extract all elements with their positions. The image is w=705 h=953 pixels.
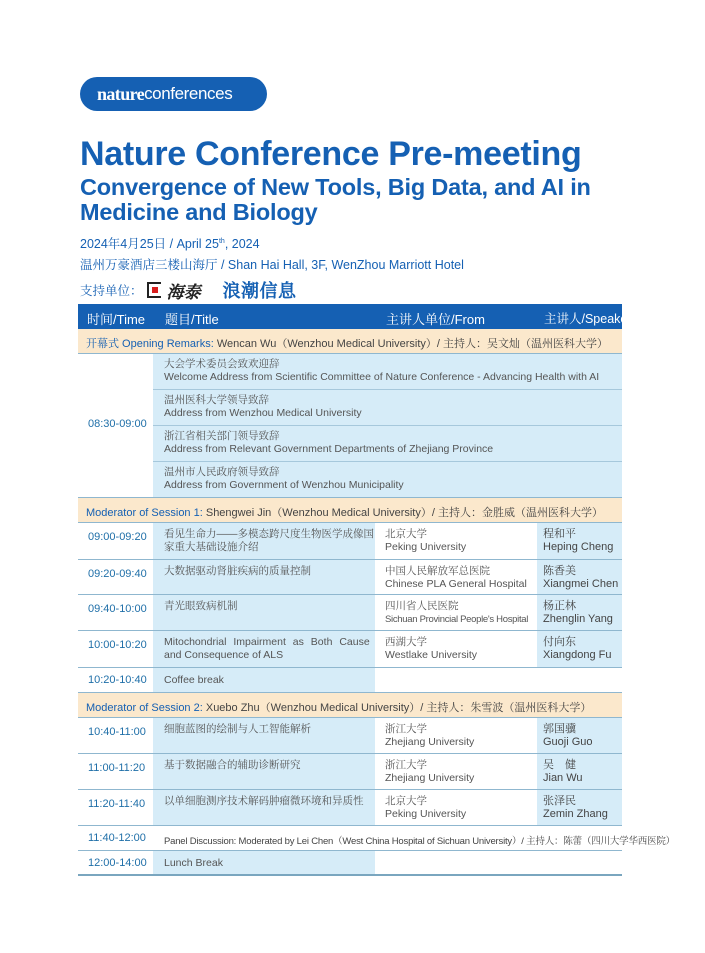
speaker-cn: 付向东	[543, 636, 576, 648]
row-time: 12:00-14:00	[88, 857, 147, 869]
from-cn: 浙江大学	[385, 723, 427, 735]
speaker-cn: 张泽民	[543, 795, 576, 807]
row-time: 10:00-10:20	[88, 639, 147, 651]
session1-text: Shengwei Jin（Wenzhou Medical University）/ 主持人：金胜威（温州医科大学）	[202, 507, 603, 519]
speaker-en: Jian Wu	[543, 772, 583, 784]
from-en: Peking University	[385, 541, 467, 553]
from-cn: 北京大学	[385, 795, 427, 807]
table-row	[78, 790, 622, 826]
from-cn: 中国人民解放军总医院	[385, 565, 490, 577]
sponsor-row	[80, 278, 297, 302]
row-time: 11:00-11:20	[88, 762, 146, 774]
date-suffix: th	[218, 237, 225, 245]
lunch-break-row	[78, 851, 622, 876]
opening-block	[78, 354, 622, 498]
nature-conferences-logo	[80, 77, 267, 111]
page-title: Nature Conference Pre-meeting	[80, 135, 582, 173]
date-main: 2024年4月25日 / April 25	[80, 237, 219, 251]
row-time: 11:20-11:40	[88, 798, 146, 810]
panel-text: Panel Discussion: Moderated by Lei Chen（West China Hospital of Sichuan University）/ 主持人：陈蕾（四川大学华西医院）	[164, 836, 675, 847]
sponsor-label: 支持单位：	[80, 284, 143, 298]
from-en: Zhejiang University	[385, 772, 475, 784]
table-row	[78, 754, 622, 790]
table-row	[78, 560, 622, 595]
session1-label: Moderator of Session 1:	[86, 507, 203, 519]
table-header	[78, 304, 632, 329]
opening-label: 开幕式 Opening Remarks:	[86, 338, 214, 350]
item-cn: 浙江省相关部门领导致辞	[164, 430, 280, 442]
row-title: 基于数据融合的辅助诊断研究	[164, 759, 301, 771]
from-en: Chinese PLA General Hospital	[385, 578, 527, 590]
header-title: 题目/Title	[165, 312, 219, 327]
row-time: 09:20-09:40	[88, 568, 147, 580]
row-title: 青光眼致病机制	[164, 600, 238, 612]
item-en: Address from Government of Wenzhou Municipality	[164, 479, 404, 491]
row-title-cont: 家重大基础设施介绍	[164, 541, 259, 553]
row-time: 10:40-11:00	[88, 726, 146, 738]
row-time: 11:40-12:00	[88, 832, 146, 844]
opening-time: 08:30-09:00	[88, 418, 147, 430]
list-item	[153, 426, 622, 462]
haitai-logo-text: 海泰	[166, 282, 201, 303]
speaker-cn: 吴 健	[543, 759, 576, 771]
list-item	[153, 354, 622, 390]
table-row	[78, 523, 622, 560]
list-item	[153, 462, 622, 498]
item-en: Address from Wenzhou Medical University	[164, 407, 362, 419]
speaker-en: Heping Cheng	[543, 541, 614, 553]
opening-moderator-row	[78, 329, 622, 354]
from-cn: 浙江大学	[385, 759, 427, 771]
item-cn: 大会学术委员会致欢迎辞	[164, 358, 280, 370]
table-row	[78, 718, 622, 754]
haitai-logo-icon	[147, 282, 161, 298]
row-title-cont: and Consequence of ALS	[164, 649, 284, 661]
item-cn: 温州医科大学领导致辞	[164, 394, 269, 406]
header-speaker: 主讲人/Speaker	[544, 312, 632, 326]
speaker-en: Xiangmei Chen	[543, 578, 619, 590]
row-time: 09:00-09:20	[88, 531, 147, 543]
event-venue: 温州万豪酒店三楼山海厅 / Shan Hai Hall, 3F, WenZhou Marriott Hotel	[80, 258, 464, 272]
speaker-cn: 杨正林	[543, 600, 576, 612]
event-date	[80, 234, 260, 252]
row-title: Coffee break	[164, 674, 224, 686]
from-en: Westlake University	[385, 649, 477, 661]
header-from: 主讲人单位/From	[386, 312, 485, 327]
row-title: 大数据驱动肾脏疾病的质量控制	[164, 565, 311, 577]
session2-moderator-row	[78, 693, 622, 718]
from-en: Peking University	[385, 808, 467, 820]
speaker-cn: 郭国骥	[543, 723, 576, 735]
session2-label: Moderator of Session 2:	[86, 702, 203, 714]
from-en: Sichuan Provincial People's Hospital	[385, 614, 529, 625]
date-year: , 2024	[224, 237, 260, 251]
row-time: 09:40-10:00	[88, 603, 147, 615]
row-title: Mitochondrial Impairment as Both Cause	[164, 636, 370, 648]
from-cn: 四川省人民医院	[385, 600, 459, 612]
speaker-cn: 陈香美	[543, 565, 576, 577]
opening-text: Wencan Wu（Wenzhou Medical University）/ 主持人：吴文灿（温州医科大学）	[213, 338, 609, 350]
row-title: 看见生命力——多模态跨尺度生物医学成像国	[164, 528, 374, 540]
inspur-logo-text: 浪潮信息	[222, 281, 297, 301]
list-item	[153, 390, 622, 426]
session1-moderator-row	[78, 498, 622, 523]
brand-light: conferences	[144, 84, 233, 103]
header-time: 时间/Time	[87, 312, 146, 327]
row-time: 10:20-10:40	[88, 674, 147, 686]
speaker-en: Zemin Zhang	[543, 808, 608, 820]
coffee-break-row	[78, 668, 622, 693]
item-en: Address from Relevant Government Departments of Zhejiang Province	[164, 443, 494, 455]
agenda-table	[78, 304, 675, 876]
speaker-en: Xiangdong Fu	[543, 649, 612, 661]
item-cn: 温州市人民政府领导致辞	[164, 466, 280, 478]
table-row	[78, 631, 622, 668]
speaker-cn: 程和平	[543, 528, 576, 540]
row-title: Lunch Break	[164, 857, 223, 869]
page-subtitle: Convergence of New Tools, Big Data, and AI in Medicine and Biology	[80, 174, 591, 225]
speaker-en: Zhenglin Yang	[543, 613, 613, 625]
from-cn: 西湖大学	[385, 636, 427, 648]
brand-bold: nature	[97, 83, 145, 104]
speaker-en: Guoji Guo	[543, 736, 593, 748]
panel-discussion-row	[78, 826, 675, 851]
row-title: 细胞蓝图的绘制与人工智能解析	[164, 723, 311, 735]
from-cn: 北京大学	[385, 528, 427, 540]
item-en: Welcome Address from Scientific Committee of Nature Conference - Advancing Health with AI	[164, 371, 600, 383]
table-row	[78, 595, 622, 631]
from-en: Zhejiang University	[385, 736, 475, 748]
row-title: 以单细胞测序技术解码肿瘤微环境和异质性	[164, 795, 364, 807]
session2-text: Xuebo Zhu（Wenzhou Medical University）/ 主持人：朱雪波（温州医科大学）	[202, 702, 592, 714]
